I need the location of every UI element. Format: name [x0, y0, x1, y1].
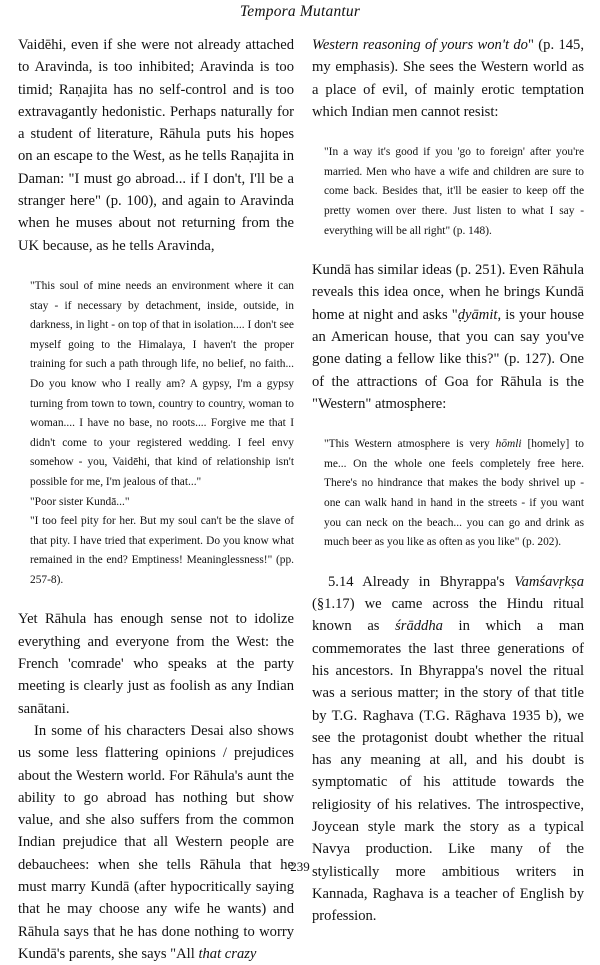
emphasis-that-crazy: that crazy	[198, 945, 257, 962]
page-number: 239	[290, 859, 310, 874]
term-homli: hōmli	[495, 438, 522, 451]
quote-sister-kunda: "Poor sister Kundā..."	[30, 495, 130, 508]
paragraph-desai	[18, 720, 294, 965]
paragraph-sense-text: Yet Rāhula has enough sense not to idolize everything and everyone from the West: the French 'comrade' who speaks at the party meeting is clearly just as foolish as any Indian sanātani.	[18, 611, 294, 717]
paragraph-desai-text: In some of his characters Desai also shows us some less flattering opinions / prejudices about the Western world. For Rāhula's aunt the ability to go abroad has nothing but show value, and she also suffers from the common Indian prejudice that all Western people are debauchees: when she tells Rāhula that he must marry Kundā (after hypocritically saying that he may choose any wife he wants) and Rāhula says that he has done nothing to worry Kundā's parents, she says "All	[18, 722, 294, 962]
section-5-14-c: in which a man commemorates the last three generations of his ancestors. In Bhyrappa's novel the ritual was a serious matter; in the story of that title by T.G. Raghava (T.G. Rāghava 1935 b), we see the protagonist doubt whether the ritual has any meaning at all, and his doubt is symptomatic of his attitude towards the religiosity of his relatives. The introspective, Joycean style mark the story as a typical Navya production. Like many of the stylistically more ambitious writers in Kannada, Raghava is a teacher of English by profession.	[312, 618, 584, 925]
left-column	[18, 34, 294, 965]
paragraph-sense	[18, 608, 294, 719]
quote-soul-text: "This soul of mine needs an environment where it can stay - if necessary by detachment, inside, outside, in darkness, in light - on top of that in isolation.... I don't see myself going to the Himalaya, I haven't the proper training for such a path through life, no belief, no faith... Do you know who I really am? A gypsy, I'm a gypsy turning from town to town, country to country, woman to woman.... I have no base, no roots.... Forgive me that I didn't come to your registered wedding. I feel envy somehow - you, Vaidēhi, that kind of relationship isn't possible for me, I'm jealous of that..."	[30, 279, 294, 488]
paragraph-vaidehi: Vaidēhi, even if she were not already attached to Aravinda, is too inhibited; Aravinda is too timid; Raṇajita has no self-control and is too extravagantly hedonistic. Perhaps naturally for a student of literature, Rāhula puts his hopes on an escape to the West, as he tells Raṇajita in Daman: "I must go abroad... if I don't, I'll be a stranger here" (p. 100), and again to Aravinda when he muses about not returning from the UK because, as he tells Aravinda,	[18, 37, 294, 254]
continuation-text: " (p. 145, my emphasis). She sees the Western world as a place of evil, of mainly erotic temptation which Indian men cannot resist:	[312, 37, 584, 120]
paragraph-kunda	[312, 259, 584, 415]
quote-homli-a: "This Western atmosphere is very	[324, 438, 496, 451]
term-sraddha: śrāddha	[395, 618, 443, 635]
right-column	[312, 34, 584, 928]
emphasis-western-reasoning: Western reasoning of yours won't do	[312, 37, 528, 53]
paragraph-kunda-text-a: Kundā has similar ideas (p. 251). Even Rāhula reveals this idea once, when he brings Kundā home at night and asks "	[312, 262, 584, 323]
quote-homli-b: [homely] to me... On the whole one feels completely free here. There's no hindrance that makes the body shrivel up - one can walk hand in hand in the streets - if you want you can neck on the beach... you can go and drink as much beer as you like as often as you like" (p. 202).	[324, 438, 585, 549]
block-quote-soul	[30, 277, 294, 591]
title-vamsavrksa: Vamśavṛkṣa	[514, 573, 584, 590]
quote-pity: "I too feel pity for her. But my soul can't be the slave of that pity. I have tried that experiment. Do you know what remained in the end? Emptiness! Meaninglessness!" (pp. 257-8).	[30, 515, 294, 586]
block-quote-homli	[324, 435, 584, 553]
paragraph-continuation	[312, 34, 584, 123]
section-5-14-a: 5.14 Already in Bhyrappa's	[328, 573, 515, 590]
quote-foreign-text: "In a way it's good if you 'go to foreign' after you're married. Men who have a wife and children are sure to come back. Besides that, it'll be easier to keep off the pretty women over there. Just listen to what I say - everything will be all right" (p. 148).	[324, 146, 584, 237]
running-head: Tempora Mutantur	[239, 3, 361, 20]
quote-homli-text	[324, 435, 584, 553]
section-5-14-b: (§1.17) we came across the Hindu ritual known as	[312, 596, 584, 635]
term-dyamit: ḍyāmit	[457, 306, 498, 323]
paragraph-kunda-text-b: , is your house an American house, that you can say you've gone dating a fellow like this?" (p. 127). One of the attractions of Goa for Rāhula is the "Western" atmosphere:	[312, 306, 584, 412]
block-quote-foreign	[324, 143, 584, 241]
